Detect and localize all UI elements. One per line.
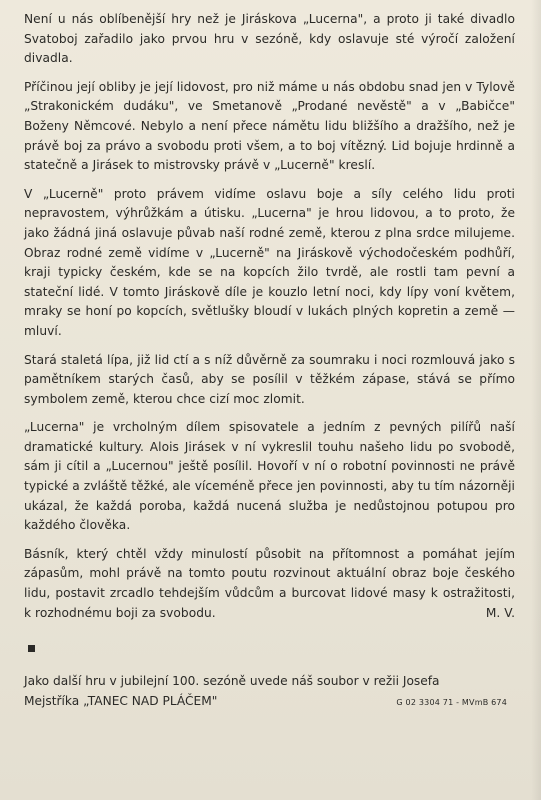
paragraph-masterpiece: „Lucerna" je vrcholným dílem spisovatele a jedním z pevných pilířů naší dramatické kultury. Alois Jirásek v ní vykreslil touhu našeho lidu po svobodě, sám ji cítil a „Lucernou" ještě posílil. Hovoří v ní o robotní povinnosti ne právě typické a zvláště těžké, ale víceméně přece jen povinnosti, aby tu tím názorněji ukázal, že každá poroba, každá nucená služba je nedůstojnou potupou pro každého člověka.	[24, 420, 515, 533]
paragraph-poet-text: Básník, který chtěl vždy minulostí působit na přítomnost a pomáhat jejím zápasům, mohl právě na tomto poutu rozvinout aktuální obraz boje českého lidu, postavit zrcadlo tehdejším vůdcům a burcovat lidové masy k ostražitosti, k rozhodnému boji za svobodu.	[24, 546, 515, 620]
paragraph-poet	[24, 545, 515, 623]
author-signature: M. V.	[485, 605, 515, 620]
paragraph-popularity: Příčinou její obliby je její lidovost, pro niž máme u nás obdobu snad jen v Tylově „Strakonickém dudáku", ve Smetanově „Prodané nevěstě" a v „Babičce" Boženy Němcové. Nebylo a není přece námětu lidu bližšího a dražšího, než je právě boj za právo a svobodu proti všem, a to boj vítězný. Lid bojuje hrdinně a statečně a Jirásek to mistrovsky právě v „Lucerně" kreslí.	[24, 79, 515, 173]
print-code: G 02 3304 71 - MVmB 674	[396, 697, 507, 707]
footer-note	[24, 672, 515, 712]
paragraph-struggle: V „Lucerně" proto právem vidíme oslavu boje a síly celého lidu proti nepravostem, výhrůžkám a útisku. „Lucerna" je hrou lidovou, a to proto, že jako žádná jiná oslavuje půvab naší rodné země, kterou z plna srdce milujeme. Obraz rodné země vidíme v „Lucerně" na Jiráskově východočeském podhůří, kraji typicky českém, kde se na kopcích žilo tvrdě, ale rostli tam pevní a stateční lidé. V tomto Jiráskově díle je kouzlo letní noci, kdy lípy voní květem, mraky se honí po kopcích, světlušky bloudí v lukách plných kopretin a země — mluví.	[24, 186, 515, 338]
footer-line-1: Jako další hru v jubilejní 100. sezóně uvede náš soubor v režii Josefa	[24, 674, 440, 689]
paragraph-linden-tree: Stará staletá lípa, již lid ctí a s níž důvěrně za soumraku i noci rozmlouvá jako s pamětníkem starých časů, aby se posílil v těžkém zápase, stává se přímo symbolem země, kterou chce cizí moc zlomit.	[24, 352, 515, 406]
footer-line-2-row	[24, 692, 515, 713]
square-bullet-icon	[28, 645, 35, 652]
footer-line-2: Mejstříka „TANEC NAD PLÁČEM"	[24, 693, 218, 708]
paragraph-intro: Není u nás oblíbenější hry než je Jiráskova „Lucerna", a proto ji také divadlo Svatoboj zařadilo jako prvou hru v sezóně, kdy oslavuje sté výročí založení divadla.	[24, 12, 515, 66]
